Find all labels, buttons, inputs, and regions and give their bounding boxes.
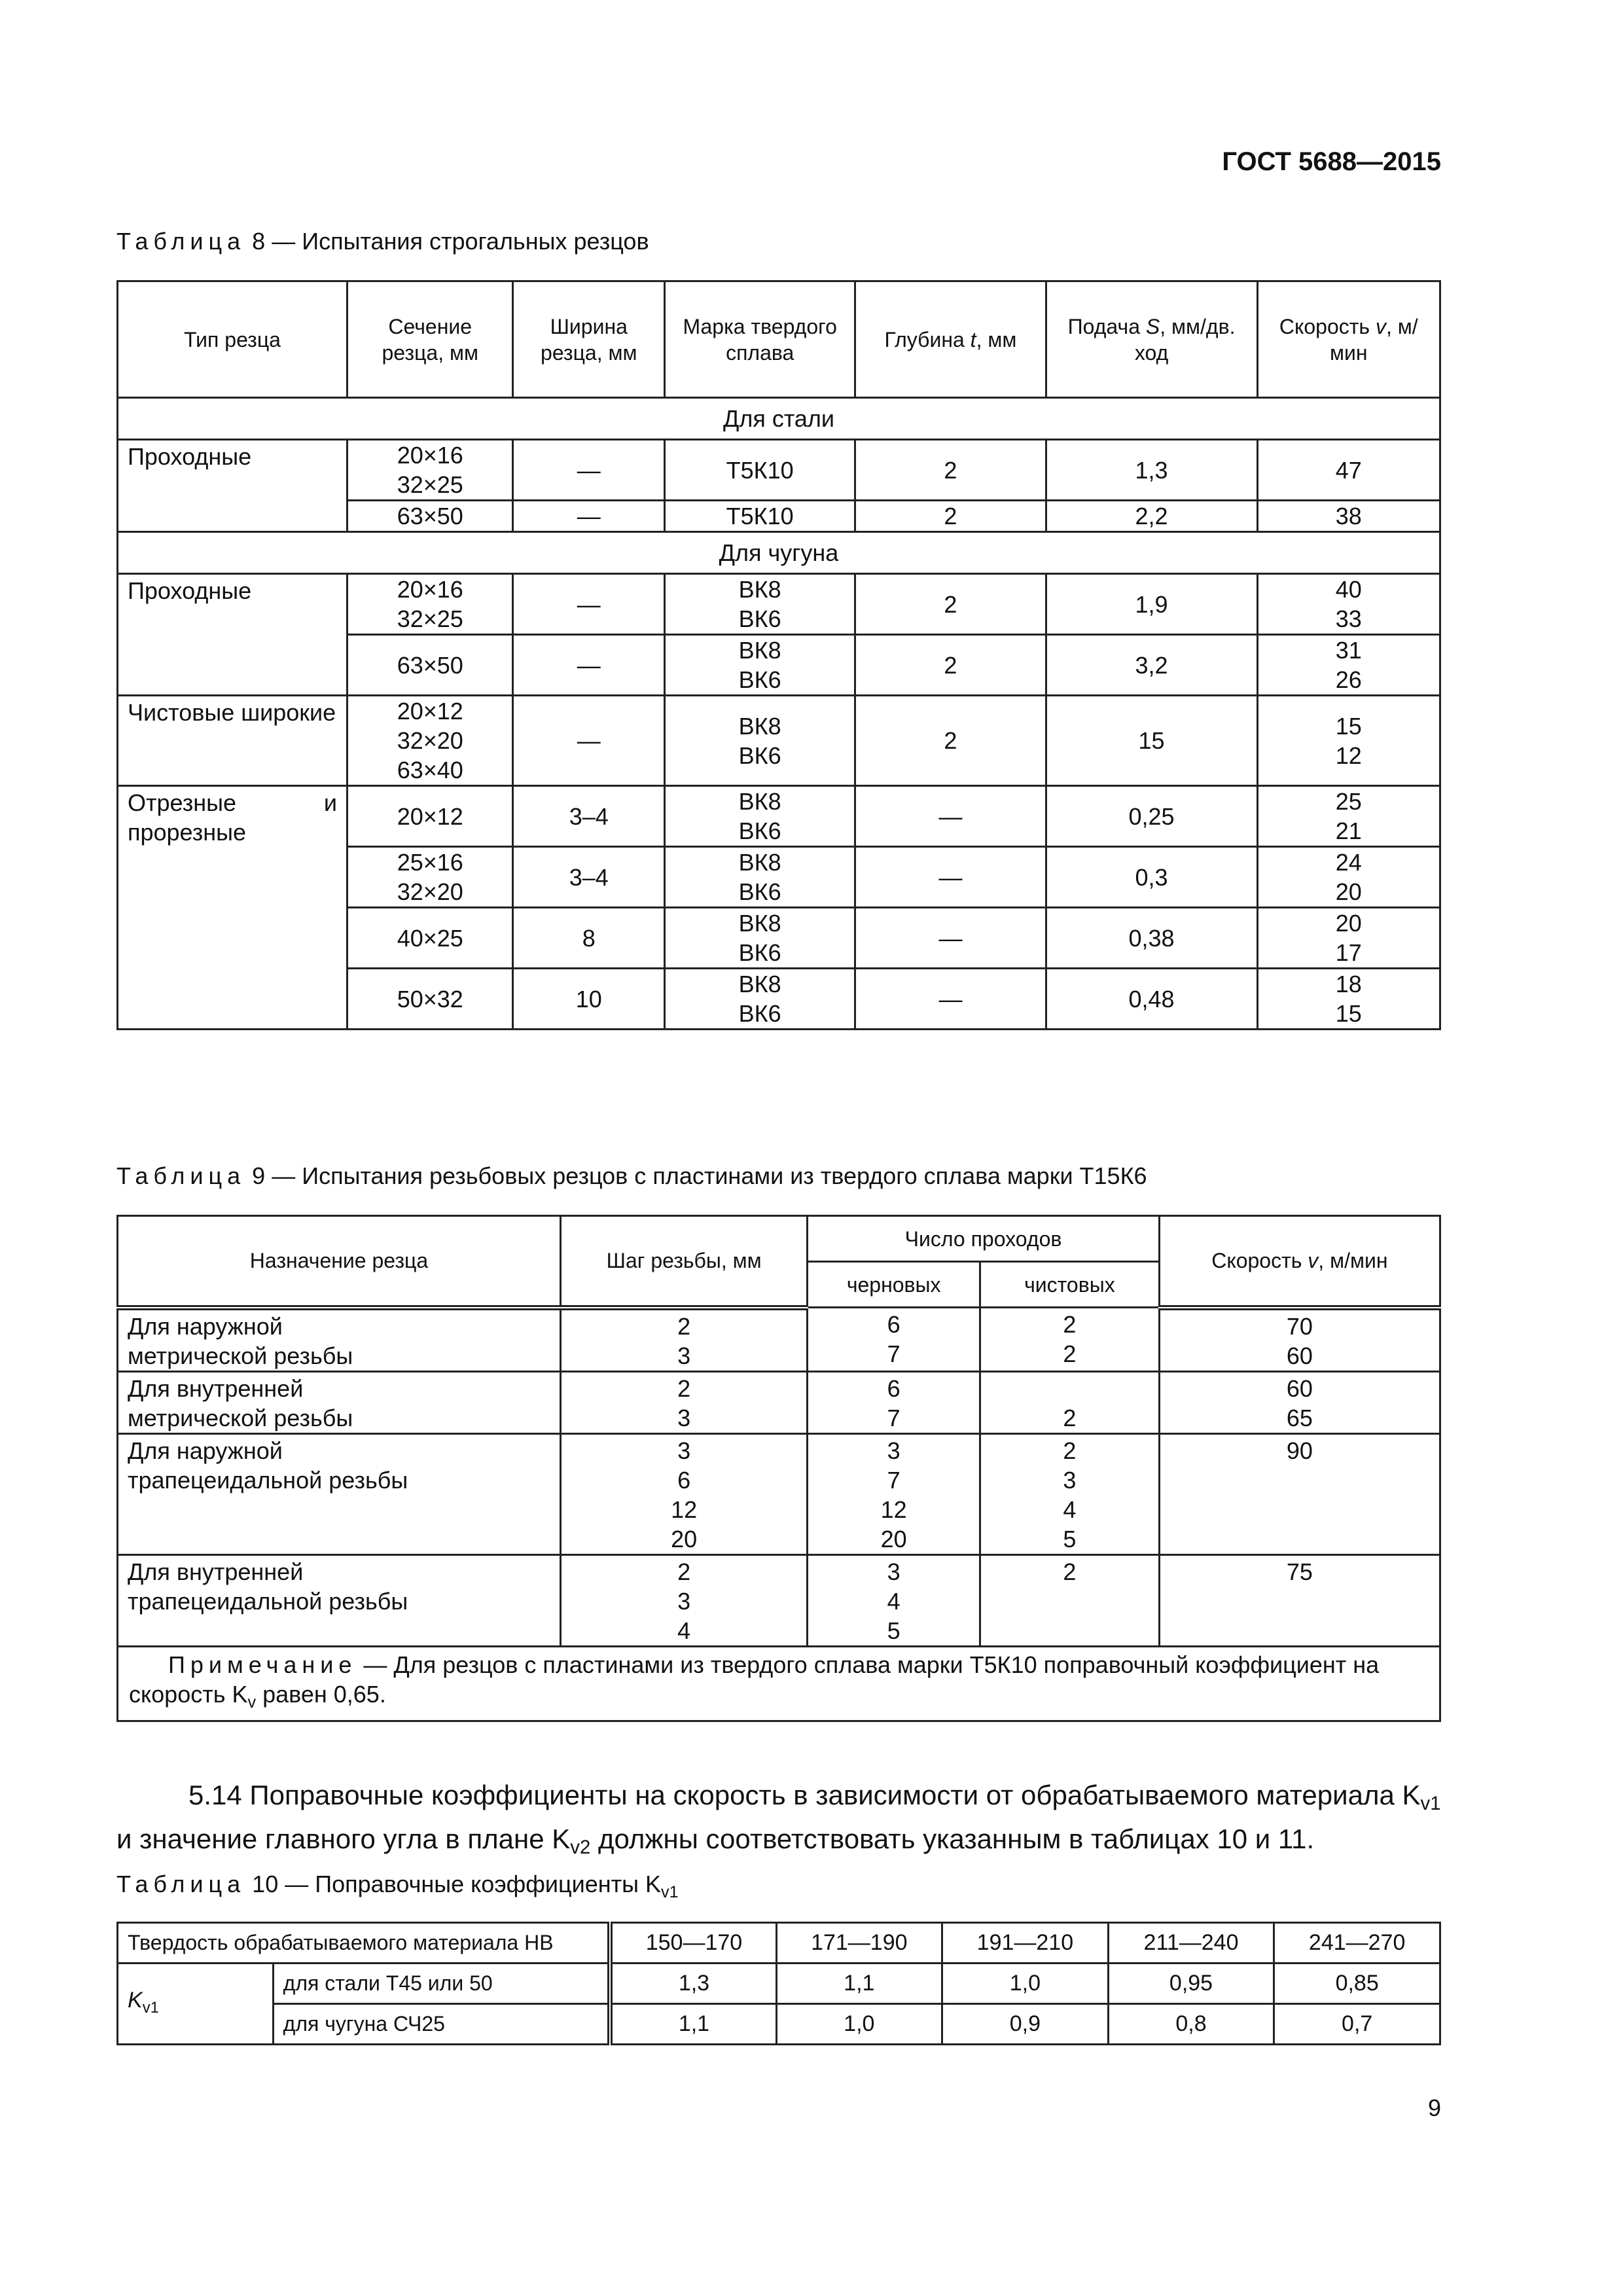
table10-row-label: для чугуна СЧ25 xyxy=(273,2004,610,2045)
table9-cell-purpose: Для наружной метрической резьбы xyxy=(118,1308,561,1372)
table8-cell-grade: ВК8 ВК6 xyxy=(665,635,855,696)
table8-cell-width: — xyxy=(513,696,665,786)
table10-value: 1,1 xyxy=(776,1964,942,2004)
table9-body xyxy=(118,1308,1440,1647)
table8-header-row xyxy=(118,281,1440,398)
table8-cell-feed: 15 xyxy=(1046,696,1257,786)
table8-cell-section: 25×16 32×20 xyxy=(348,847,513,908)
table8-cell-speed: 18 15 xyxy=(1257,969,1440,1030)
table10-value: 0,95 xyxy=(1108,1964,1274,2004)
table8-cell-speed: 25 21 xyxy=(1257,786,1440,847)
table8-cell-depth: 2 xyxy=(855,574,1046,635)
table8-col-depth: Глубина t, мм xyxy=(855,281,1046,398)
table8-caption-word: Таблица xyxy=(116,228,246,255)
table8-cell-depth: 2 xyxy=(855,696,1046,786)
table8-cell-depth: 2 xyxy=(855,501,1046,532)
table8-cell-section: 63×50 xyxy=(348,501,513,532)
table9-row xyxy=(118,1308,1440,1372)
table9-note-row xyxy=(118,1646,1440,1721)
table8-cell-speed: 40 33 xyxy=(1257,574,1440,635)
table10-hardness-label: Твердость обрабатываемого материала НВ xyxy=(118,1923,611,1964)
standard-designation: ГОСТ 5688—2015 xyxy=(1222,147,1441,176)
table8-cell-width: 3–4 xyxy=(513,786,665,847)
table10-row xyxy=(118,2004,1440,2045)
table8-cell-width: — xyxy=(513,635,665,696)
table10-value: 0,7 xyxy=(1274,2004,1440,2045)
table9-note-word: Примечание xyxy=(168,1651,357,1678)
table9-caption-word: Таблица xyxy=(116,1162,246,1189)
table9-row xyxy=(118,1554,1440,1646)
table8-cell-grade: ВК8 ВК6 xyxy=(665,574,855,635)
table9-header-row-1 xyxy=(118,1216,1440,1262)
table8-cell-width: — xyxy=(513,574,665,635)
table8-cell-feed: 1,9 xyxy=(1046,574,1257,635)
table8-cell-type xyxy=(118,696,348,786)
table8-cell-grade: ВК8 ВК6 xyxy=(665,969,855,1030)
table8-cell-speed: 15 12 xyxy=(1257,696,1440,786)
table8-section-title: Для стали xyxy=(118,398,1440,440)
table9-cell-finish: 2 3 4 5 xyxy=(980,1433,1160,1554)
table10-k-main: K xyxy=(128,1987,143,2013)
table10-value: 0,9 xyxy=(942,2004,1109,2045)
table10-caption xyxy=(116,1871,679,1902)
table10 xyxy=(116,1922,1441,2045)
table8-cell-feed: 0,38 xyxy=(1046,908,1257,969)
table8-cell-depth: 2 xyxy=(855,440,1046,501)
table10-value: 1,0 xyxy=(776,2004,942,2045)
table10-range: 150—170 xyxy=(610,1923,776,1964)
table9-col-rough: черновых xyxy=(808,1262,980,1308)
table8-cell-type-text: Проходные xyxy=(128,443,252,470)
table8-row xyxy=(118,786,1440,847)
table9-col-finish: чистовых xyxy=(980,1262,1160,1308)
table8-cell-type-text: Чистовые широкие xyxy=(128,699,336,726)
table8-row xyxy=(118,574,1440,635)
table8-cell-section: 63×50 xyxy=(348,635,513,696)
table8-cell-width: — xyxy=(513,501,665,532)
table8-cell-speed: 20 17 xyxy=(1257,908,1440,969)
para-sub1: v1 xyxy=(1420,1793,1441,1814)
table10-caption-sub: v1 xyxy=(661,1883,679,1901)
table8-cell-speed: 38 xyxy=(1257,501,1440,532)
table8-cell-type xyxy=(118,786,348,1030)
table9-cell-rough: 3 7 12 20 xyxy=(808,1433,980,1554)
table8-cell-type xyxy=(118,574,348,696)
table8-cell-depth: — xyxy=(855,847,1046,908)
table8-cell-section: 40×25 xyxy=(348,908,513,969)
table9-cell-purpose: Для внутренней метрической резьбы xyxy=(118,1371,561,1433)
table8-col-type: Тип резца xyxy=(118,281,348,398)
table9-cell-speed: 60 65 xyxy=(1159,1371,1440,1433)
table9-cell-rough: 6 7 xyxy=(808,1308,980,1372)
table8-cell-section: 50×32 xyxy=(348,969,513,1030)
table9-cell-finish: 2 xyxy=(980,1554,1160,1646)
table9-col-pitch: Шаг резьбы, мм xyxy=(560,1216,807,1308)
table9-cell-pitch: 2 3 xyxy=(560,1308,807,1372)
page-number: 9 xyxy=(1427,2094,1441,2121)
table9 xyxy=(116,1215,1441,1722)
table9-cell-pitch: 3 6 12 20 xyxy=(560,1433,807,1554)
table8-cell-width: — xyxy=(513,440,665,501)
table9-note-text: — Для резцов с пластинами из твердого сплава марки Т5К10 поправочный коэффициент на скорость K xyxy=(129,1651,1380,1708)
table10-row xyxy=(118,1964,1440,2004)
table10-value: 0,85 xyxy=(1274,1964,1440,2004)
table8-cell-section: 20×16 32×25 xyxy=(348,440,513,501)
table8-cell-depth: 2 xyxy=(855,635,1046,696)
table8-caption-text: 8 — Испытания строгальных резцов xyxy=(252,228,649,255)
table8-section-title: Для чугуна xyxy=(118,532,1440,574)
table8-cell-section: 20×16 32×25 xyxy=(348,574,513,635)
table8-cell-depth: — xyxy=(855,786,1046,847)
table8-cell-grade: ВК8 ВК6 xyxy=(665,847,855,908)
table8-cell-grade: ВК8 ВК6 xyxy=(665,696,855,786)
table8-cell-feed: 3,2 xyxy=(1046,635,1257,696)
table8-section-row xyxy=(118,398,1440,440)
table10-k-label xyxy=(118,1964,274,2045)
table8-col-width: Ширина резца, мм xyxy=(513,281,665,398)
table9-cell-pitch: 2 3 4 xyxy=(560,1554,807,1646)
table10-range: 211—240 xyxy=(1108,1923,1274,1964)
table8-cell-grade: ВК8 ВК6 xyxy=(665,908,855,969)
table9-col-speed: Скорость v, м/мин xyxy=(1159,1216,1440,1308)
table10-caption-text: 10 — Поправочные коэффициенты K xyxy=(252,1871,662,1897)
table9-row xyxy=(118,1433,1440,1554)
paragraph-5-14 xyxy=(116,1778,1441,1865)
table8-cell-depth: — xyxy=(855,908,1046,969)
table8-cell-grade: ВК8 ВК6 xyxy=(665,786,855,847)
table9-caption-text: 9 — Испытания резьбовых резцов с пластинами из твердого сплава марки Т15К6 xyxy=(252,1162,1147,1189)
table10-range: 191—210 xyxy=(942,1923,1109,1964)
table8-cell-feed: 0,25 xyxy=(1046,786,1257,847)
table8-cell-grade: Т5К10 xyxy=(665,501,855,532)
table9-col-purpose: Назначение резца xyxy=(118,1216,561,1308)
table9-note xyxy=(118,1646,1440,1721)
table10-value: 1,1 xyxy=(610,2004,776,2045)
table8-row xyxy=(118,696,1440,786)
table10-row-label: для стали Т45 или 50 xyxy=(273,1964,610,2004)
table9-caption xyxy=(116,1162,1147,1190)
table8-cell-type xyxy=(118,440,348,532)
table10-value: 1,3 xyxy=(610,1964,776,2004)
table8-cell-speed: 31 26 xyxy=(1257,635,1440,696)
table10-value: 1,0 xyxy=(942,1964,1109,2004)
table9-cell-pitch: 2 3 xyxy=(560,1371,807,1433)
table8-col-feed: Подача S, мм/дв. ход xyxy=(1046,281,1257,398)
table9-cell-finish: 2 2 xyxy=(980,1308,1160,1372)
table9-cell-purpose: Для внутренней трапецеидальной резьбы xyxy=(118,1554,561,1646)
table8-cell-feed: 2,2 xyxy=(1046,501,1257,532)
table8-cell-grade: Т5К10 xyxy=(665,440,855,501)
table8-cell-section: 20×12 xyxy=(348,786,513,847)
table10-k-sub: v1 xyxy=(142,1998,159,2017)
para-part1: 5.14 Поправочные коэффициенты на скорость в зависимости от обрабатываемого материала K xyxy=(188,1780,1421,1810)
table9-cell-rough: 3 4 5 xyxy=(808,1554,980,1646)
table9-note-end: равен 0,65. xyxy=(256,1680,386,1708)
table10-value: 0,8 xyxy=(1108,2004,1274,2045)
table10-range: 241—270 xyxy=(1274,1923,1440,1964)
table8-cell-depth: — xyxy=(855,969,1046,1030)
table10-body xyxy=(118,1923,1440,2045)
table8-col-grade: Марка твердого сплава xyxy=(665,281,855,398)
table9-cell-rough: 6 7 xyxy=(808,1371,980,1433)
table9-cell-speed: 75 xyxy=(1159,1554,1440,1646)
table9-col-passes: Число проходов xyxy=(808,1216,1159,1262)
table8 xyxy=(116,280,1441,1030)
table9-row xyxy=(118,1371,1440,1433)
table10-caption-word: Таблица xyxy=(116,1871,246,1897)
table9-cell-speed: 70 60 xyxy=(1159,1308,1440,1372)
table8-cell-feed: 0,48 xyxy=(1046,969,1257,1030)
table8-cell-width: 3–4 xyxy=(513,847,665,908)
table9-note-sub: v xyxy=(247,1693,257,1712)
para-part3: должны соответствовать указанным в таблицах 10 и 11. xyxy=(590,1823,1315,1854)
table9-cell-speed: 90 xyxy=(1159,1433,1440,1554)
table8-cell-type-text: Проходные xyxy=(128,577,252,604)
table8-cell-width: 8 xyxy=(513,908,665,969)
table8-cell-feed: 1,3 xyxy=(1046,440,1257,501)
table8-col-section: Сечение резца, мм xyxy=(348,281,513,398)
table8-cell-speed: 24 20 xyxy=(1257,847,1440,908)
table8-section-row xyxy=(118,532,1440,574)
table9-cell-purpose: Для наружной трапецеидальной резьбы xyxy=(118,1433,561,1554)
table10-header-row xyxy=(118,1923,1440,1964)
table8-cell-type-text: Отрезные и прорезные xyxy=(128,789,337,846)
table9-cell-finish: 2 xyxy=(980,1371,1160,1433)
table8-body xyxy=(118,398,1440,1030)
table8-caption xyxy=(116,228,649,255)
para-part2: и значение главного угла в плане K xyxy=(116,1823,571,1854)
table10-range: 171—190 xyxy=(776,1923,942,1964)
para-sub2: v2 xyxy=(570,1837,591,1858)
table8-cell-feed: 0,3 xyxy=(1046,847,1257,908)
table8-cell-speed: 47 xyxy=(1257,440,1440,501)
table8-cell-width: 10 xyxy=(513,969,665,1030)
table8-cell-section: 20×12 32×20 63×40 xyxy=(348,696,513,786)
table8-row xyxy=(118,440,1440,501)
table8-col-speed: Скорость v, м/мин xyxy=(1257,281,1440,398)
